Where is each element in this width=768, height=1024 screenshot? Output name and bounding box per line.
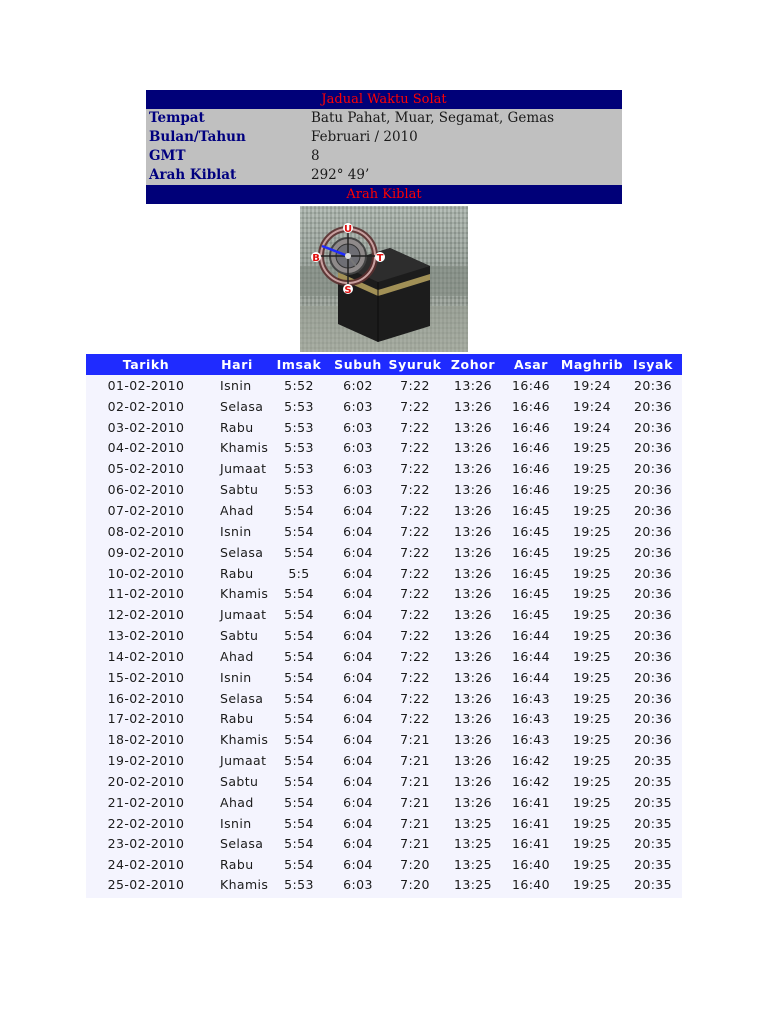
maghrib-cell: 19:25: [572, 711, 612, 727]
imsak-cell: 5:54: [284, 711, 314, 727]
info-row-qibla: [146, 166, 622, 185]
qibla-image: [300, 206, 468, 352]
imsak-cell: 5:54: [284, 607, 314, 623]
syuruk-cell: 7:22: [400, 461, 430, 477]
subuh-cell: 6:04: [343, 607, 373, 623]
table-row: [86, 854, 682, 875]
schedule-title: Jadual Waktu Solat: [146, 90, 622, 109]
maghrib-cell: 19:25: [572, 732, 612, 748]
column-header-isyak: Isyak: [624, 354, 682, 375]
table-row: [86, 875, 682, 898]
isyak-cell: 20:36: [633, 628, 673, 644]
asar-cell: 16:46: [511, 398, 551, 414]
asar-cell: 16:43: [511, 711, 551, 727]
zohor-cell: 13:26: [453, 628, 493, 644]
zohor-cell: 13:26: [453, 544, 493, 560]
isyak-cell: 20:36: [633, 523, 673, 539]
compass-south-label: S: [344, 285, 352, 296]
day-cell: Ahad: [220, 502, 254, 518]
zohor-cell: 13:26: [453, 648, 493, 664]
table-row: [86, 458, 682, 479]
syuruk-cell: 7:22: [400, 377, 430, 393]
date-cell: 07-02-2010: [107, 502, 185, 518]
imsak-cell: 5:53: [284, 440, 314, 456]
maghrib-cell: 19:24: [572, 377, 612, 393]
isyak-cell: 20:35: [633, 815, 673, 831]
date-cell: 16-02-2010: [107, 690, 185, 706]
subuh-cell: 6:03: [343, 398, 373, 414]
subuh-cell: 6:04: [343, 773, 373, 789]
syuruk-cell: 7:22: [400, 669, 430, 685]
syuruk-cell: 7:22: [400, 565, 430, 581]
day-cell: Khamis: [220, 732, 269, 748]
isyak-cell: 20:35: [633, 836, 673, 852]
day-cell: Selasa: [220, 836, 264, 852]
zohor-cell: 13:25: [453, 877, 493, 893]
zohor-cell: 13:25: [453, 857, 493, 873]
column-header-tarikh: Tarikh: [86, 354, 206, 375]
info-value: 292° 49’: [311, 167, 370, 183]
date-cell: 23-02-2010: [107, 836, 185, 852]
subuh-cell: 6:04: [343, 628, 373, 644]
syuruk-cell: 7:22: [400, 419, 430, 435]
isyak-cell: 20:36: [633, 544, 673, 560]
compass-north-label: U: [343, 224, 353, 235]
table-row: [86, 750, 682, 771]
asar-cell: 16:43: [511, 690, 551, 706]
syuruk-cell: 7:20: [400, 877, 430, 893]
imsak-cell: 5:54: [284, 502, 314, 518]
subuh-cell: 6:04: [343, 836, 373, 852]
isyak-cell: 20:36: [633, 461, 673, 477]
compass-west-label: B: [312, 253, 320, 264]
table-row: [86, 583, 682, 604]
maghrib-cell: 19:24: [572, 419, 612, 435]
column-header-asar: Asar: [502, 354, 560, 375]
isyak-cell: 20:36: [633, 607, 673, 623]
asar-cell: 16:46: [511, 461, 551, 477]
date-cell: 20-02-2010: [107, 773, 185, 789]
zohor-cell: 13:26: [453, 398, 493, 414]
subuh-cell: 6:04: [343, 753, 373, 769]
maghrib-cell: 19:25: [572, 565, 612, 581]
asar-cell: 16:43: [511, 732, 551, 748]
zohor-cell: 13:26: [453, 377, 493, 393]
maghrib-cell: 19:25: [572, 669, 612, 685]
asar-cell: 16:45: [511, 502, 551, 518]
imsak-cell: 5:54: [284, 857, 314, 873]
subuh-cell: 6:04: [343, 815, 373, 831]
day-cell: Sabtu: [220, 628, 259, 644]
date-cell: 01-02-2010: [107, 377, 185, 393]
maghrib-cell: 19:25: [572, 607, 612, 623]
date-cell: 18-02-2010: [107, 732, 185, 748]
date-cell: 13-02-2010: [107, 628, 185, 644]
imsak-cell: 5:54: [284, 690, 314, 706]
syuruk-cell: 7:20: [400, 857, 430, 873]
subuh-cell: 6:03: [343, 419, 373, 435]
date-cell: 08-02-2010: [107, 523, 185, 539]
subuh-cell: 6:04: [343, 523, 373, 539]
table-row: [86, 709, 682, 730]
date-cell: 25-02-2010: [107, 877, 185, 893]
qibla-section-title: Arah Kiblat: [146, 185, 622, 204]
kaaba-compass-illustration: [300, 206, 468, 352]
asar-cell: 16:41: [511, 794, 551, 810]
zohor-cell: 13:26: [453, 753, 493, 769]
table-row: [86, 479, 682, 500]
info-row-gmt: [146, 147, 622, 166]
date-cell: 04-02-2010: [107, 440, 185, 456]
isyak-cell: 20:36: [633, 377, 673, 393]
table-row: [86, 417, 682, 438]
isyak-cell: 20:36: [633, 419, 673, 435]
table-row: [86, 834, 682, 855]
table-row: [86, 625, 682, 646]
subuh-cell: 6:03: [343, 482, 373, 498]
subuh-cell: 6:04: [343, 586, 373, 602]
day-cell: Jumaat: [220, 607, 267, 623]
table-row: [86, 604, 682, 625]
info-label: Arah Kiblat: [149, 167, 237, 183]
asar-cell: 16:44: [511, 628, 551, 644]
asar-cell: 16:44: [511, 669, 551, 685]
date-cell: 02-02-2010: [107, 398, 185, 414]
date-cell: 06-02-2010: [107, 482, 185, 498]
maghrib-cell: 19:25: [572, 753, 612, 769]
day-cell: Ahad: [220, 648, 254, 664]
day-cell: Rabu: [220, 419, 254, 435]
maghrib-cell: 19:25: [572, 690, 612, 706]
zohor-cell: 13:26: [453, 732, 493, 748]
imsak-cell: 5:54: [284, 836, 314, 852]
imsak-cell: 5:52: [284, 377, 314, 393]
date-cell: 14-02-2010: [107, 648, 185, 664]
syuruk-cell: 7:22: [400, 586, 430, 602]
asar-cell: 16:45: [511, 544, 551, 560]
maghrib-cell: 19:25: [572, 877, 612, 893]
info-row-location: [146, 109, 622, 128]
isyak-cell: 20:35: [633, 877, 673, 893]
asar-cell: 16:45: [511, 607, 551, 623]
asar-cell: 16:40: [511, 857, 551, 873]
isyak-cell: 20:36: [633, 648, 673, 664]
day-cell: Selasa: [220, 690, 264, 706]
isyak-cell: 20:36: [633, 440, 673, 456]
day-cell: Khamis: [220, 586, 269, 602]
zohor-cell: 13:26: [453, 482, 493, 498]
date-cell: 10-02-2010: [107, 565, 185, 581]
isyak-cell: 20:36: [633, 398, 673, 414]
zohor-cell: 13:25: [453, 815, 493, 831]
zohor-cell: 13:26: [453, 607, 493, 623]
isyak-cell: 20:36: [633, 565, 673, 581]
day-cell: Khamis: [220, 440, 269, 456]
zohor-cell: 13:26: [453, 419, 493, 435]
zohor-cell: 13:26: [453, 586, 493, 602]
date-cell: 19-02-2010: [107, 753, 185, 769]
syuruk-cell: 7:22: [400, 607, 430, 623]
zohor-cell: 13:26: [453, 669, 493, 685]
table-row: [86, 438, 682, 459]
day-cell: Selasa: [220, 544, 264, 560]
date-cell: 05-02-2010: [107, 461, 185, 477]
table-row: [86, 396, 682, 417]
day-cell: Jumaat: [220, 461, 267, 477]
table-row: [86, 375, 682, 396]
table-row: [86, 667, 682, 688]
imsak-cell: 5:54: [284, 628, 314, 644]
day-cell: Sabtu: [220, 773, 259, 789]
asar-cell: 16:41: [511, 815, 551, 831]
day-cell: Sabtu: [220, 482, 259, 498]
syuruk-cell: 7:21: [400, 794, 430, 810]
date-cell: 15-02-2010: [107, 669, 185, 685]
imsak-cell: 5:53: [284, 461, 314, 477]
imsak-cell: 5:54: [284, 648, 314, 664]
syuruk-cell: 7:22: [400, 482, 430, 498]
maghrib-cell: 19:25: [572, 440, 612, 456]
syuruk-cell: 7:22: [400, 648, 430, 664]
table-row: [86, 729, 682, 750]
asar-cell: 16:45: [511, 565, 551, 581]
zohor-cell: 13:26: [453, 773, 493, 789]
maghrib-cell: 19:25: [572, 544, 612, 560]
table-header-row: [86, 354, 682, 375]
maghrib-cell: 19:25: [572, 482, 612, 498]
info-row-month-year: [146, 128, 622, 147]
date-cell: 11-02-2010: [107, 586, 185, 602]
column-header-syuruk: Syuruk: [386, 354, 444, 375]
day-cell: Ahad: [220, 794, 254, 810]
subuh-cell: 6:04: [343, 711, 373, 727]
isyak-cell: 20:35: [633, 794, 673, 810]
maghrib-cell: 19:25: [572, 648, 612, 664]
zohor-cell: 13:26: [453, 523, 493, 539]
column-header-hari: Hari: [206, 354, 268, 375]
asar-cell: 16:44: [511, 648, 551, 664]
subuh-cell: 6:04: [343, 857, 373, 873]
table-row: [86, 542, 682, 563]
column-header-zohor: Zohor: [444, 354, 502, 375]
table-row: [86, 646, 682, 667]
maghrib-cell: 19:25: [572, 773, 612, 789]
day-cell: Rabu: [220, 857, 254, 873]
subuh-cell: 6:03: [343, 461, 373, 477]
day-cell: Isnin: [220, 523, 252, 539]
prayer-times-table: [86, 354, 682, 898]
subuh-cell: 6:03: [343, 440, 373, 456]
asar-cell: 16:45: [511, 523, 551, 539]
table-body: [86, 375, 682, 898]
asar-cell: 16:40: [511, 877, 551, 893]
imsak-cell: 5:54: [284, 523, 314, 539]
subuh-cell: 6:03: [343, 877, 373, 893]
syuruk-cell: 7:22: [400, 544, 430, 560]
syuruk-cell: 7:22: [400, 440, 430, 456]
imsak-cell: 5:54: [284, 544, 314, 560]
isyak-cell: 20:36: [633, 690, 673, 706]
imsak-cell: 5:53: [284, 877, 314, 893]
info-value: 8: [311, 148, 320, 164]
maghrib-cell: 19:25: [572, 523, 612, 539]
table-row: [86, 521, 682, 542]
subuh-cell: 6:04: [343, 690, 373, 706]
syuruk-cell: 7:21: [400, 836, 430, 852]
imsak-cell: 5:53: [284, 398, 314, 414]
zohor-cell: 13:26: [453, 502, 493, 518]
imsak-cell: 5:54: [284, 732, 314, 748]
imsak-cell: 5:54: [284, 794, 314, 810]
imsak-cell: 5:5: [288, 565, 310, 581]
column-header-subuh: Subuh: [330, 354, 386, 375]
column-header-imsak: Imsak: [268, 354, 330, 375]
subuh-cell: 6:04: [343, 648, 373, 664]
maghrib-cell: 19:25: [572, 794, 612, 810]
isyak-cell: 20:36: [633, 482, 673, 498]
asar-cell: 16:46: [511, 482, 551, 498]
table-row: [86, 500, 682, 521]
date-cell: 09-02-2010: [107, 544, 185, 560]
maghrib-cell: 19:25: [572, 461, 612, 477]
zohor-cell: 13:26: [453, 565, 493, 581]
table-row: [86, 688, 682, 709]
column-header-maghrib: Maghrib: [560, 354, 624, 375]
day-cell: Khamis: [220, 877, 269, 893]
day-cell: Isnin: [220, 669, 252, 685]
syuruk-cell: 7:22: [400, 628, 430, 644]
imsak-cell: 5:53: [284, 419, 314, 435]
date-cell: 03-02-2010: [107, 419, 185, 435]
isyak-cell: 20:35: [633, 773, 673, 789]
syuruk-cell: 7:21: [400, 753, 430, 769]
info-label: GMT: [149, 148, 186, 164]
imsak-cell: 5:54: [284, 586, 314, 602]
syuruk-cell: 7:21: [400, 732, 430, 748]
day-cell: Isnin: [220, 377, 252, 393]
table-row: [86, 771, 682, 792]
maghrib-cell: 19:25: [572, 857, 612, 873]
syuruk-cell: 7:22: [400, 398, 430, 414]
table-row: [86, 813, 682, 834]
zohor-cell: 13:26: [453, 794, 493, 810]
info-value: Batu Pahat, Muar, Segamat, Gemas: [311, 110, 555, 126]
syuruk-cell: 7:22: [400, 690, 430, 706]
info-label: Bulan/Tahun: [149, 129, 246, 145]
date-cell: 21-02-2010: [107, 794, 185, 810]
imsak-cell: 5:54: [284, 815, 314, 831]
zohor-cell: 13:26: [453, 711, 493, 727]
imsak-cell: 5:54: [284, 669, 314, 685]
isyak-cell: 20:35: [633, 857, 673, 873]
subuh-cell: 6:04: [343, 565, 373, 581]
date-cell: 12-02-2010: [107, 607, 185, 623]
isyak-cell: 20:36: [633, 502, 673, 518]
subuh-cell: 6:04: [343, 794, 373, 810]
asar-cell: 16:45: [511, 586, 551, 602]
day-cell: Rabu: [220, 711, 254, 727]
maghrib-cell: 19:24: [572, 398, 612, 414]
day-cell: Selasa: [220, 398, 264, 414]
syuruk-cell: 7:22: [400, 711, 430, 727]
isyak-cell: 20:36: [633, 732, 673, 748]
subuh-cell: 6:02: [343, 377, 373, 393]
asar-cell: 16:46: [511, 419, 551, 435]
isyak-cell: 20:36: [633, 711, 673, 727]
zohor-cell: 13:26: [453, 461, 493, 477]
imsak-cell: 5:54: [284, 753, 314, 769]
info-label: Tempat: [149, 110, 205, 126]
date-cell: 17-02-2010: [107, 711, 185, 727]
imsak-cell: 5:53: [284, 482, 314, 498]
day-cell: Isnin: [220, 815, 252, 831]
maghrib-cell: 19:25: [572, 815, 612, 831]
imsak-cell: 5:54: [284, 773, 314, 789]
zohor-cell: 13:26: [453, 440, 493, 456]
zohor-cell: 13:25: [453, 836, 493, 852]
asar-cell: 16:46: [511, 440, 551, 456]
prayer-info-panel: [146, 90, 622, 204]
maghrib-cell: 19:25: [572, 836, 612, 852]
info-value: Februari / 2010: [311, 129, 418, 145]
day-cell: Rabu: [220, 565, 254, 581]
asar-cell: 16:42: [511, 773, 551, 789]
date-cell: 24-02-2010: [107, 857, 185, 873]
zohor-cell: 13:26: [453, 690, 493, 706]
syuruk-cell: 7:22: [400, 502, 430, 518]
isyak-cell: 20:36: [633, 669, 673, 685]
subuh-cell: 6:04: [343, 669, 373, 685]
day-cell: Jumaat: [220, 753, 267, 769]
table-row: [86, 563, 682, 584]
asar-cell: 16:46: [511, 377, 551, 393]
maghrib-cell: 19:25: [572, 502, 612, 518]
table-row: [86, 792, 682, 813]
syuruk-cell: 7:21: [400, 815, 430, 831]
date-cell: 22-02-2010: [107, 815, 185, 831]
syuruk-cell: 7:21: [400, 773, 430, 789]
syuruk-cell: 7:22: [400, 523, 430, 539]
subuh-cell: 6:04: [343, 732, 373, 748]
maghrib-cell: 19:25: [572, 586, 612, 602]
compass-east-label: T: [376, 253, 384, 264]
subuh-cell: 6:04: [343, 502, 373, 518]
subuh-cell: 6:04: [343, 544, 373, 560]
asar-cell: 16:42: [511, 753, 551, 769]
isyak-cell: 20:35: [633, 753, 673, 769]
isyak-cell: 20:36: [633, 586, 673, 602]
asar-cell: 16:41: [511, 836, 551, 852]
maghrib-cell: 19:25: [572, 628, 612, 644]
